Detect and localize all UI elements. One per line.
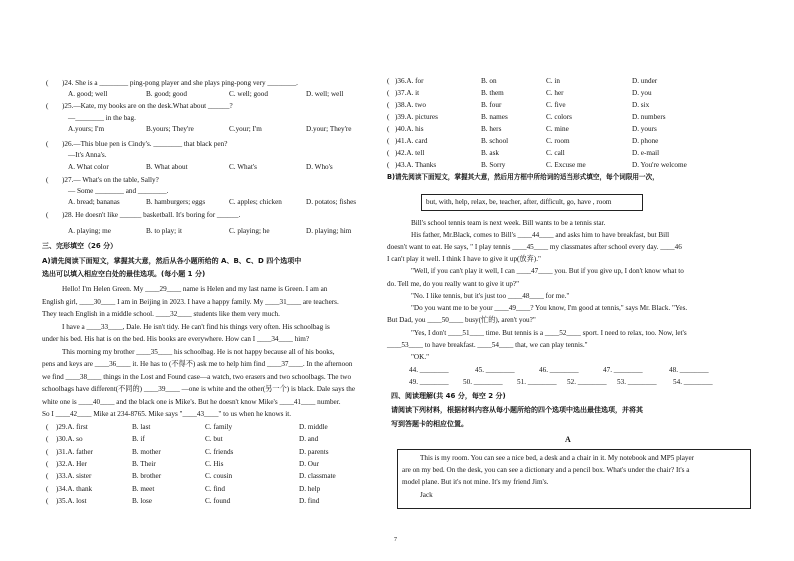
q27-stem2: — Some ________ and ________. <box>68 187 169 195</box>
q34-paren[interactable]: ( <box>46 485 49 493</box>
answer-52[interactable]: 52. ________ <box>567 378 607 386</box>
q42-opt-b[interactable]: B. ask <box>481 149 499 157</box>
q43-opt-a[interactable]: )43.A. Thanks <box>395 161 437 169</box>
q37-opt-b[interactable]: B. them <box>481 89 504 97</box>
q25-stem2: —________ in the bag. <box>68 114 136 122</box>
passage-line: They teach English in a middle school. ____32____ students like them very much. <box>42 310 280 318</box>
passage-line: I have a ____33____, Dale. He isn't tidy. He can't find his things very often. His schoolbag is <box>62 323 330 331</box>
q29-opt-d[interactable]: D. middle <box>299 423 328 431</box>
passage-line: This morning my brother ____35____ his schoolbag. He is not happy because all of his books, <box>62 348 335 356</box>
q32-opt-c[interactable]: C. His <box>205 460 224 468</box>
q26-opt-d[interactable]: D. Who's <box>306 163 333 171</box>
section-b-instr: B)请先阅读下面短文，掌握其大意，然后用方框中所给词的适当形式填空，每个词限用一次， <box>387 173 659 181</box>
q24-paren[interactable]: ( <box>46 79 49 87</box>
q29-opt-a[interactable]: )29.A. first <box>56 423 88 431</box>
q36-opt-a[interactable]: )36.A. for <box>395 77 424 85</box>
q37-opt-a[interactable]: )37.A. it <box>395 89 420 97</box>
q26-paren[interactable]: ( <box>46 140 49 148</box>
page-number: 7 <box>394 537 397 543</box>
q42-paren[interactable]: ( <box>387 149 390 157</box>
q31-opt-d[interactable]: D. parents <box>299 448 329 456</box>
answer-44[interactable]: 44. ________ <box>409 366 449 374</box>
q40-opt-b[interactable]: B. hers <box>481 125 502 133</box>
q42-opt-d[interactable]: D. e-mail <box>632 149 660 157</box>
answer-45[interactable]: 45. ________ <box>475 366 515 374</box>
q30-paren[interactable]: ( <box>46 435 49 443</box>
q38-paren[interactable]: ( <box>387 101 390 109</box>
passage-b-line: His father, Mr.Black, comes to Bill's ____44____ and asks him to have breakfast, but Bill <box>411 231 670 239</box>
q38-opt-d[interactable]: D. six <box>632 101 650 109</box>
q27-opt-c[interactable]: C. apples; chicken <box>229 198 282 206</box>
passage-line: pens and keys are ____36____ it. He has to (不得不) ask me to help him find ____37____. In the afternoon <box>42 360 353 368</box>
q32-opt-a[interactable]: )32.A. Her <box>56 460 87 468</box>
q39-opt-a[interactable]: )39.A. pictures <box>395 113 438 121</box>
q40-paren[interactable]: ( <box>387 125 390 133</box>
section3-title: 三、完形填空（26 分） <box>42 242 118 250</box>
q28-opt-c[interactable]: C. playing; he <box>229 227 270 235</box>
q26-stem2: —It's Anna's. <box>68 151 107 159</box>
answer-47[interactable]: 47. ________ <box>603 366 643 374</box>
answer-48[interactable]: 48. ________ <box>669 366 709 374</box>
q41-opt-c[interactable]: C. room <box>546 137 570 145</box>
reading-a-line: model plane. But it's not mine. It's my friend Jim's. <box>402 478 549 486</box>
q32-opt-b[interactable]: B. Their <box>132 460 156 468</box>
reading-a-signature: Jack <box>420 491 433 499</box>
q26-stem: )26.—This blue pen is Cindy's. ________ that black pen? <box>62 140 228 148</box>
q43-opt-d[interactable]: D. You're welcome <box>632 161 687 169</box>
passage-b-line: "No. I like tennis, but it's just too ____48____ for me." <box>411 292 570 300</box>
q25-stem: )25.—Kate, my books are on the desk.What about ______? <box>62 102 233 110</box>
q26-opt-b[interactable]: B. What about <box>146 163 188 171</box>
q28-opt-b[interactable]: B. to play; it <box>146 227 182 235</box>
q30-opt-d[interactable]: D. and <box>299 435 319 443</box>
q28-stem: )28. He doesn't like ______ basketball. It's boring for ______. <box>62 211 241 219</box>
q37-paren[interactable]: ( <box>387 89 390 97</box>
q25-opt-b[interactable]: B.yours; They're <box>146 125 194 133</box>
q35-opt-d[interactable]: D. find <box>299 497 320 505</box>
q26-opt-c[interactable]: C. What's <box>229 163 257 171</box>
q28-paren[interactable]: ( <box>46 211 49 219</box>
passage-b-line: doesn't want to eat. He says, " I play tennis ____45____ my classmates after school every day. ____46 <box>387 243 682 251</box>
q40-opt-c[interactable]: C. mine <box>546 125 569 133</box>
q36-opt-d[interactable]: D. under <box>632 77 658 85</box>
q39-opt-d[interactable]: D. numbers <box>632 113 666 121</box>
reading-a-line: are on my bed. On the desk, you can see a dictionary and a pencil box. What's under the chair? It's a <box>402 466 690 474</box>
passage-b-line: ____53____ to have breakfast. ____54____ that, we can play tennis." <box>387 341 588 349</box>
q35-paren[interactable]: ( <box>46 497 49 505</box>
answer-53[interactable]: 53. ________ <box>617 378 657 386</box>
q33-opt-c[interactable]: C. cousin <box>205 472 233 480</box>
q40-opt-a[interactable]: )40.A. his <box>395 125 424 133</box>
q26-opt-a[interactable]: A. What color <box>68 163 109 171</box>
q29-opt-b[interactable]: B. last <box>132 423 151 431</box>
q25-opt-a[interactable]: A.yours; I'm <box>68 125 105 133</box>
passage-line: English girl, ____30____ I am in Beijing in 2023. I have a happy family. My ____31____ are teachers. <box>42 298 339 306</box>
q42-opt-c[interactable]: C. call <box>546 149 565 157</box>
q25-opt-c[interactable]: C.your; I'm <box>229 125 262 133</box>
answer-46[interactable]: 46. ________ <box>539 366 579 374</box>
q24-opt-b[interactable]: B. good; good <box>146 90 187 98</box>
q36-opt-c[interactable]: C. in <box>546 77 560 85</box>
passage-b-line: "Do you want me to be your ____49____? You know, I'm good at tennis," says Mr. Black. "Yes. <box>411 304 688 312</box>
reading-a-line: This is my room. You can see a nice bed, a desk and a chair in it. My notebook and MP5 player <box>420 454 695 462</box>
q32-opt-d[interactable]: D. Our <box>299 460 319 468</box>
section4-instr-2: 写到答题卡的相应位置。 <box>391 420 468 428</box>
q27-opt-a[interactable]: A. bread; bananas <box>68 198 120 206</box>
q42-opt-a[interactable]: )42.A. tell <box>395 149 425 157</box>
q33-opt-d[interactable]: D. classmate <box>299 472 336 480</box>
answer-54[interactable]: 54. ________ <box>673 378 713 386</box>
q38-opt-a[interactable]: )38.A. two <box>395 101 426 109</box>
reading-a-box <box>397 449 751 509</box>
answer-51[interactable]: 51. ________ <box>517 378 557 386</box>
passage-b-line: do. Tell me, do you really want to give it up?" <box>387 280 520 288</box>
q38-opt-c[interactable]: C. five <box>546 101 566 109</box>
q24-stem: )24. She is a ________ ping-pong player and she plays ping-pong very ________. <box>62 79 298 87</box>
part-a-heading: A <box>565 435 571 444</box>
passage-line: schoolbags have different(不同的) ____39____ —one is white and the other(另一个) is black. Dale says the <box>42 385 356 393</box>
section4-instr-1: 请阅读下列材料，根据材料内容从每小题所给的四个选项中选出最佳选项，并将其 <box>391 406 643 414</box>
word-box-text: but, with, help, relax, be, teacher, after, difficult, go, have , room <box>426 198 612 206</box>
q27-stem: )27.— What's on the table, Sally? <box>62 176 159 184</box>
q31-paren[interactable]: ( <box>46 448 49 456</box>
q39-opt-c[interactable]: C. colors <box>546 113 572 121</box>
q41-paren[interactable]: ( <box>387 137 390 145</box>
q24-opt-c[interactable]: C. well; good <box>229 90 268 98</box>
q28-opt-a[interactable]: A. playing; me <box>68 227 111 235</box>
q43-paren[interactable]: ( <box>387 161 390 169</box>
q36-opt-b[interactable]: B. on <box>481 77 497 85</box>
q28-opt-d[interactable]: D. playing; him <box>306 227 352 235</box>
answer-50[interactable]: 50. ________ <box>463 378 503 386</box>
q34-opt-c[interactable]: C. find <box>205 485 225 493</box>
q41-opt-d[interactable]: D. phone <box>632 137 659 145</box>
passage-line: So I ____42____ Mike at 234-8765. Mike says "____43____" to us when he knows it. <box>42 410 292 418</box>
passage-line: Hello! I'm Helen Green. My ____29____ name is Helen and my last name is Green. I am an <box>62 285 328 293</box>
q25-opt-d[interactable]: D.your; They're <box>306 125 352 133</box>
q40-opt-d[interactable]: D. yours <box>632 125 657 133</box>
answer-49[interactable]: 49. ________ <box>409 378 449 386</box>
q34-opt-b[interactable]: B. meet <box>132 485 155 493</box>
q30-opt-b[interactable]: B. if <box>132 435 145 443</box>
q34-opt-d[interactable]: D. help <box>299 485 321 493</box>
passage-b-line: "Yes, I don't ____51____ time. But tennis is a ____52____ sport. I need to relax, too. Now, let's <box>411 329 687 337</box>
q27-opt-b[interactable]: B. hamburgers; eggs <box>146 198 206 206</box>
q37-opt-c[interactable]: C. her <box>546 89 564 97</box>
q36-paren[interactable]: ( <box>387 77 390 85</box>
section3-instr-2: 选出可以填入相应空白处的最佳选项。(每小题 1 分) <box>42 270 206 278</box>
q34-opt-a[interactable]: )34.A. thank <box>56 485 93 493</box>
q29-opt-c[interactable]: C. family <box>205 423 233 431</box>
q38-opt-b[interactable]: B. four <box>481 101 502 109</box>
q27-opt-d[interactable]: D. potatos; fishes <box>306 198 357 206</box>
passage-b-line: "OK." <box>411 353 430 361</box>
q31-opt-b[interactable]: B. mother <box>132 448 161 456</box>
q35-opt-a[interactable]: )35.A. lost <box>56 497 87 505</box>
q35-opt-c[interactable]: C. found <box>205 497 231 505</box>
q33-paren[interactable]: ( <box>46 472 49 480</box>
q25-paren[interactable]: ( <box>46 102 49 110</box>
q24-opt-d[interactable]: D. well; well <box>306 90 344 98</box>
q35-opt-b[interactable]: B. lose <box>132 497 152 505</box>
q32-paren[interactable]: ( <box>46 460 49 468</box>
q30-opt-a[interactable]: )30.A. so <box>56 435 83 443</box>
q43-opt-b[interactable]: B. Sorry <box>481 161 506 169</box>
q41-opt-b[interactable]: B. school <box>481 137 509 145</box>
passage-line: under his bed. His hat is on the bed. His books are everywhere. How can I ____34____ him? <box>42 335 310 343</box>
passage-b-line: But Dad, you ____50____ busy(忙的), aren't you?" <box>387 316 536 324</box>
passage-b-line: I can't play it well. I think I have to give it up(放弃)." <box>387 255 541 263</box>
q41-opt-a[interactable]: )41.A. card <box>395 137 428 145</box>
q43-opt-c[interactable]: C. Excuse me <box>546 161 586 169</box>
passage-b-line: "Well, if you can't play it well, I can ____47____ you. But if you give up, I don't know what to <box>411 267 684 275</box>
passage-line: white one is ____40____ and the black one is Mike's. But he doesn't know Mike's ____41____ number. <box>42 398 341 406</box>
q39-paren[interactable]: ( <box>387 113 390 121</box>
q33-opt-b[interactable]: B. brother <box>132 472 162 480</box>
q31-opt-c[interactable]: C. friends <box>205 448 234 456</box>
passage-line: we find ____38____ things in the Lost and Found case—a watch, two erasers and two schoolbags. The two <box>42 373 352 381</box>
q39-opt-b[interactable]: B. names <box>481 113 508 121</box>
q31-opt-a[interactable]: )31.A. father <box>56 448 93 456</box>
section4-title: 四、阅读理解(共 46 分，每空 2 分) <box>391 392 506 400</box>
word-box <box>421 194 643 211</box>
q37-opt-d[interactable]: D. you <box>632 89 652 97</box>
q27-paren[interactable]: ( <box>46 176 49 184</box>
q33-opt-a[interactable]: )33.A. sister <box>56 472 92 480</box>
passage-b-line: Bill's school tennis team is next week. Bill wants to be a tennis star. <box>411 219 606 227</box>
q30-opt-c[interactable]: C. but <box>205 435 223 443</box>
q29-paren[interactable]: ( <box>46 423 49 431</box>
q24-opt-a[interactable]: A. good; well <box>68 90 108 98</box>
section3-instr-1: A)请先阅读下面短文，掌握其大意，然后从各小题所给的 A、B、C、D 四个选项中 <box>42 257 302 265</box>
